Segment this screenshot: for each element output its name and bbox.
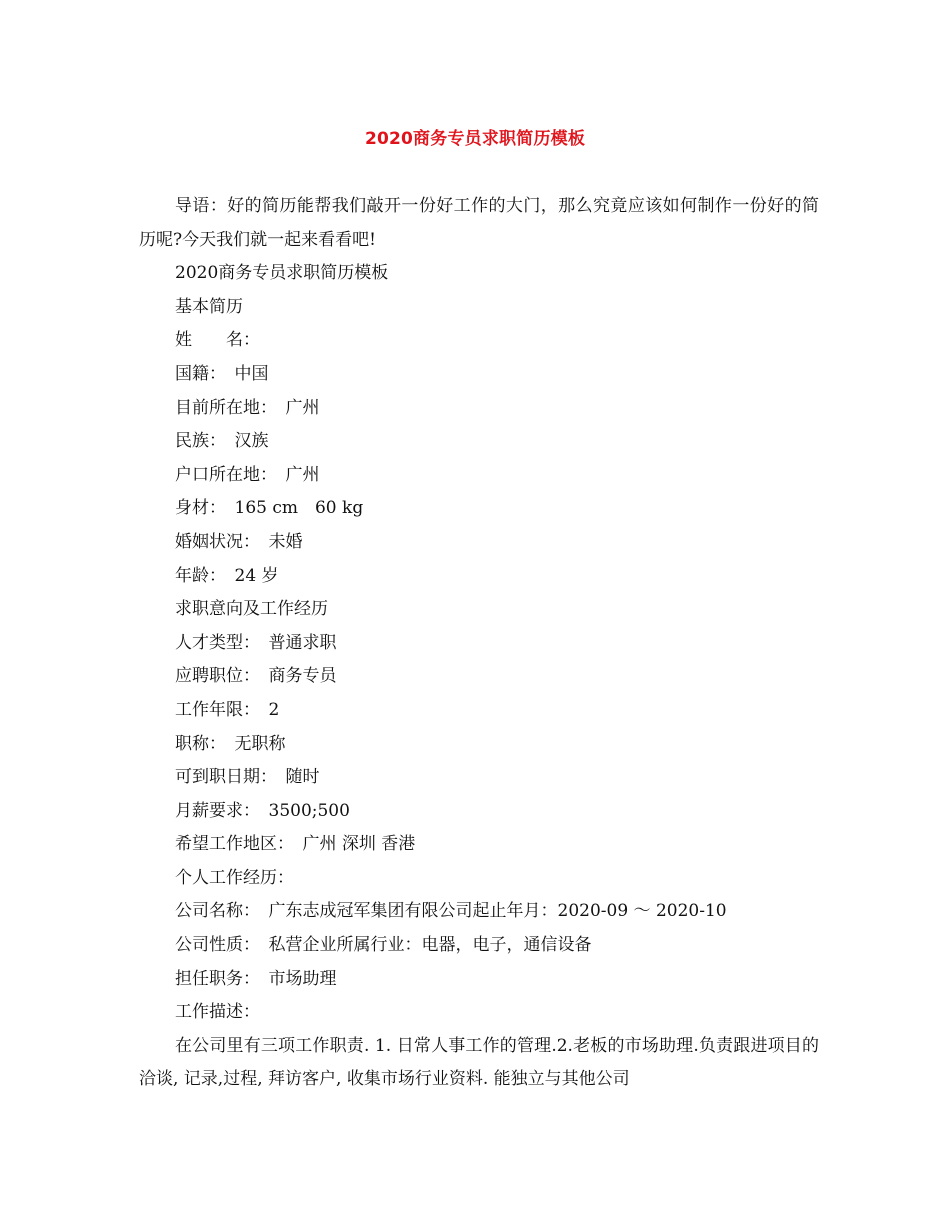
intro-paragraph: 导语：好的简历能帮我们敲开一份好工作的大门，那么究竟应该如何制作一份好的简历呢?今天我们就一起来看看吧! <box>139 196 819 250</box>
document-body <box>139 190 819 1097</box>
document-title: 2020商务专员求职简历模板 <box>364 129 586 149</box>
resume-line: 身材： 165 cm 60 kg <box>175 498 364 519</box>
resume-line: 公司名称： 广东志成冠军集团有限公司起止年月：2020-09 ～ 2020-10 <box>175 901 727 922</box>
resume-line: 希望工作地区： 广州 深圳 香港 <box>175 834 416 855</box>
work-description-paragraph: 在公司里有三项工作职责. 1. 日常人事工作的管理.2.老板的市场助理.负责跟进项目的洽谈, 记录,过程, 拜访客户, 收集市场行业资料. 能独立与其他公司 <box>139 1035 819 1090</box>
resume-lines <box>139 257 819 1030</box>
resume-line: 基本简历 <box>175 296 243 317</box>
resume-line: 工作年限： 2 <box>175 699 280 720</box>
resume-line: 户口所在地： 广州 <box>175 464 320 485</box>
resume-line: 民族： 汉族 <box>175 431 269 452</box>
resume-line: 求职意向及工作经历 <box>175 599 328 620</box>
resume-line: 月薪要求： 3500;500 <box>175 800 350 821</box>
resume-line: 姓 名： <box>175 330 260 351</box>
resume-line: 职称： 无职称 <box>175 733 286 754</box>
resume-line: 人才类型： 普通求职 <box>175 632 337 653</box>
resume-line: 目前所在地： 广州 <box>175 397 320 418</box>
resume-line: 婚姻状况： 未婚 <box>175 531 303 552</box>
resume-line: 担任职务： 市场助理 <box>175 968 337 989</box>
resume-line: 2020商务专员求职简历模板 <box>175 263 389 284</box>
resume-line: 公司性质： 私营企业所属行业：电器，电子，通信设备 <box>175 935 592 956</box>
resume-line: 国籍： 中国 <box>175 363 269 384</box>
resume-line: 年龄： 24 岁 <box>175 565 279 586</box>
resume-line: 应聘职位： 商务专员 <box>175 666 337 687</box>
resume-line: 可到职日期： 随时 <box>175 767 320 788</box>
resume-line: 工作描述： <box>175 1002 260 1023</box>
resume-line: 个人工作经历： <box>175 867 294 888</box>
